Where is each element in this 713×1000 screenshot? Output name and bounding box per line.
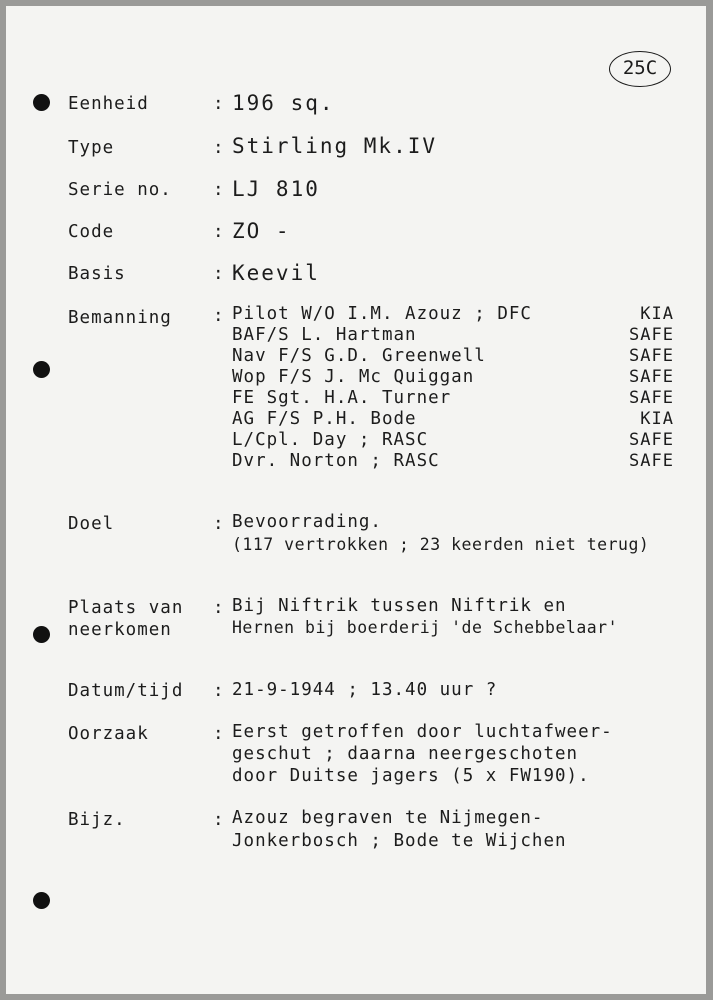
colon: : (213, 681, 225, 701)
crew-member: Wop F/S J. Mc Quiggan (232, 367, 475, 387)
value-type: Stirling Mk.IV (232, 134, 438, 158)
colon: : (213, 94, 225, 114)
colon: : (213, 306, 225, 326)
label-type: Type (68, 138, 115, 158)
label-bijz: Bijz. (68, 810, 126, 830)
crew-status: SAFE (629, 325, 674, 345)
label-datum: Datum/tijd (68, 681, 184, 701)
colon: : (213, 810, 225, 830)
punch-hole-1 (33, 94, 50, 111)
label-bemanning: Bemanning (68, 308, 172, 328)
colon: : (213, 598, 225, 618)
label-doel: Doel (68, 514, 115, 534)
punch-hole-3 (33, 626, 50, 643)
crew-member: Dvr. Norton ; RASC (232, 451, 440, 471)
value-code: ZO - (232, 219, 291, 243)
crew-member: Nav F/S G.D. Greenwell (232, 346, 486, 366)
label-serie: Serie no. (68, 180, 172, 200)
colon: : (213, 138, 225, 158)
label-oorzaak: Oorzaak (68, 724, 149, 744)
crew-status: KIA (640, 409, 674, 429)
document-page (6, 6, 706, 994)
label-plaats: neerkomen (68, 620, 172, 640)
crew-member: AG F/S P.H. Bode (232, 409, 417, 429)
reference-number: 25C (609, 51, 671, 87)
crew-status: SAFE (629, 388, 674, 408)
value-bijz-line: Azouz begraven te Nijmegen- (232, 808, 544, 828)
colon: : (213, 514, 225, 534)
value-eenheid: 196 sq. (232, 91, 335, 115)
value-serie: LJ 810 (232, 177, 320, 201)
colon: : (213, 264, 225, 284)
value-doel-line: (117 vertrokken ; 23 keerden niet terug) (232, 535, 650, 554)
value-plaats-line: Bij Niftrik tussen Niftrik en (232, 596, 567, 616)
crew-member: Pilot W/O I.M. Azouz ; DFC (232, 304, 532, 324)
crew-member: L/Cpl. Day ; RASC (232, 430, 429, 450)
label-plaats: Plaats van (68, 598, 184, 618)
value-oorzaak-line: door Duitse jagers (5 x FW190). (232, 766, 590, 786)
label-eenheid: Eenheid (68, 94, 149, 114)
value-bijz-line: Jonkerbosch ; Bode te Wijchen (232, 831, 567, 851)
colon: : (213, 724, 225, 744)
label-basis: Basis (68, 264, 126, 284)
crew-status: KIA (640, 304, 674, 324)
value-doel-line: Bevoorrading. (232, 512, 382, 532)
value-datum: 21-9-1944 ; 13.40 uur ? (232, 680, 498, 700)
value-basis: Keevil (232, 261, 320, 285)
crew-member: FE Sgt. H.A. Turner (232, 388, 452, 408)
crew-status: SAFE (629, 346, 674, 366)
punch-hole-2 (33, 361, 50, 378)
colon: : (213, 180, 225, 200)
crew-status: SAFE (629, 451, 674, 471)
crew-member: BAF/S L. Hartman (232, 325, 417, 345)
value-plaats-line: Hernen bij boerderij 'de Schebbelaar' (232, 618, 619, 637)
value-oorzaak-line: Eerst getroffen door luchtafweer- (232, 722, 613, 742)
value-oorzaak-line: geschut ; daarna neergeschoten (232, 744, 579, 764)
crew-status: SAFE (629, 367, 674, 387)
colon: : (213, 222, 225, 242)
crew-status: SAFE (629, 430, 674, 450)
punch-hole-4 (33, 892, 50, 909)
label-code: Code (68, 222, 115, 242)
